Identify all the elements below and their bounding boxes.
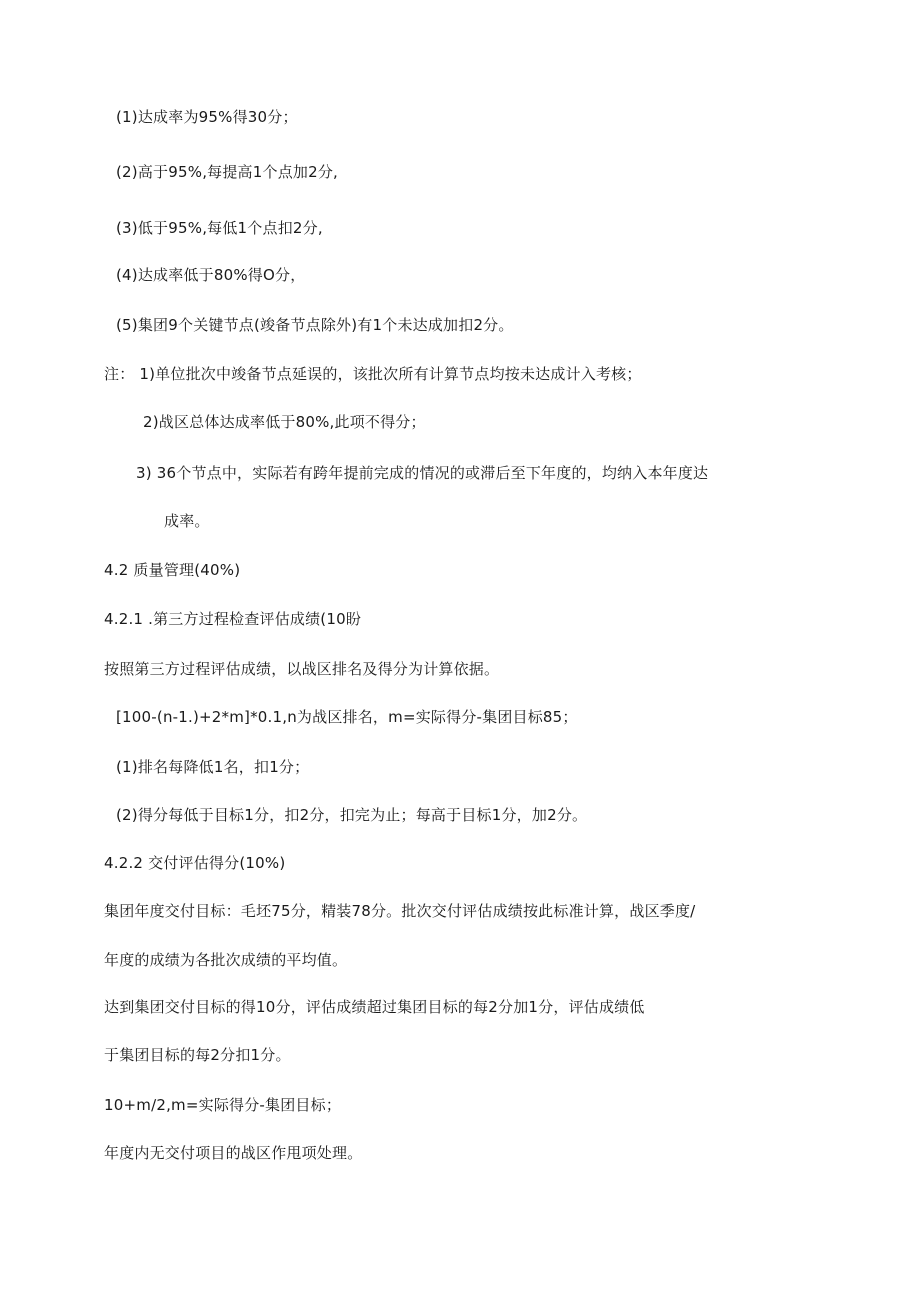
paragraph: 集团年度交付目标：毛坯75分，精装78分。批次交付评估成绩按此标准计算，战区季度/ — [104, 902, 696, 920]
rule-item: (1)排名每降低1名，扣1分； — [116, 758, 310, 776]
formula: [100-(n-1.)+2*m]*0.1,n为战区排名，m=实际得分-集团目标85； — [116, 708, 578, 726]
note-2: 2)战区总体达成率低于80%,此项不得分； — [143, 413, 426, 431]
paragraph: 按照第三方过程评估成绩，以战区排名及得分为计算依据。 — [104, 660, 500, 678]
paragraph-continued: 年度的成绩为各批次成绩的平均值。 — [104, 951, 348, 969]
rule-item-2: (2)高于95%,每提高1个点加2分, — [116, 163, 339, 181]
rule-item-3: (3)低于95%,每低1个点扣2分, — [116, 219, 323, 237]
rule-item-4: (4)达成率低于80%得O分， — [116, 266, 306, 284]
section-heading-4-2-2: 4.2.2 交付评估得分(10%) — [104, 854, 286, 872]
section-heading-4-2-1: 4.2.1 .第三方过程检查评估成绩(10盼 — [104, 610, 362, 628]
paragraph: 年度内无交付项目的战区作甩项处理。 — [104, 1144, 363, 1162]
section-heading-4-2: 4.2 质量管理(40%) — [104, 561, 241, 579]
rule-item-1: (1)达成率为95%得30分； — [116, 108, 298, 126]
note-3-continued: 成率。 — [164, 512, 210, 530]
rule-item-5: (5)集团9个关键节点(竣备节点除外)有1个未达成加扣2分。 — [116, 316, 514, 334]
paragraph-continued: 于集团目标的每2分扣1分。 — [104, 1046, 291, 1064]
note-1: 注： 1)单位批次中竣备节点延误的，该批次所有计算节点均按未达成计入考核； — [104, 365, 642, 383]
note-3: 3) 36个节点中，实际若有跨年提前完成的情况的或滞后至下年度的，均纳入本年度达 — [136, 464, 709, 482]
formula: 10+m∕2,m=实际得分-集团目标； — [104, 1096, 342, 1114]
rule-item: (2)得分每低于目标1分，扣2分，扣完为止；每高于目标1分，加2分。 — [116, 806, 588, 824]
paragraph: 达到集团交付目标的得10分，评估成绩超过集团目标的每2分加1分，评估成绩低 — [104, 998, 645, 1016]
